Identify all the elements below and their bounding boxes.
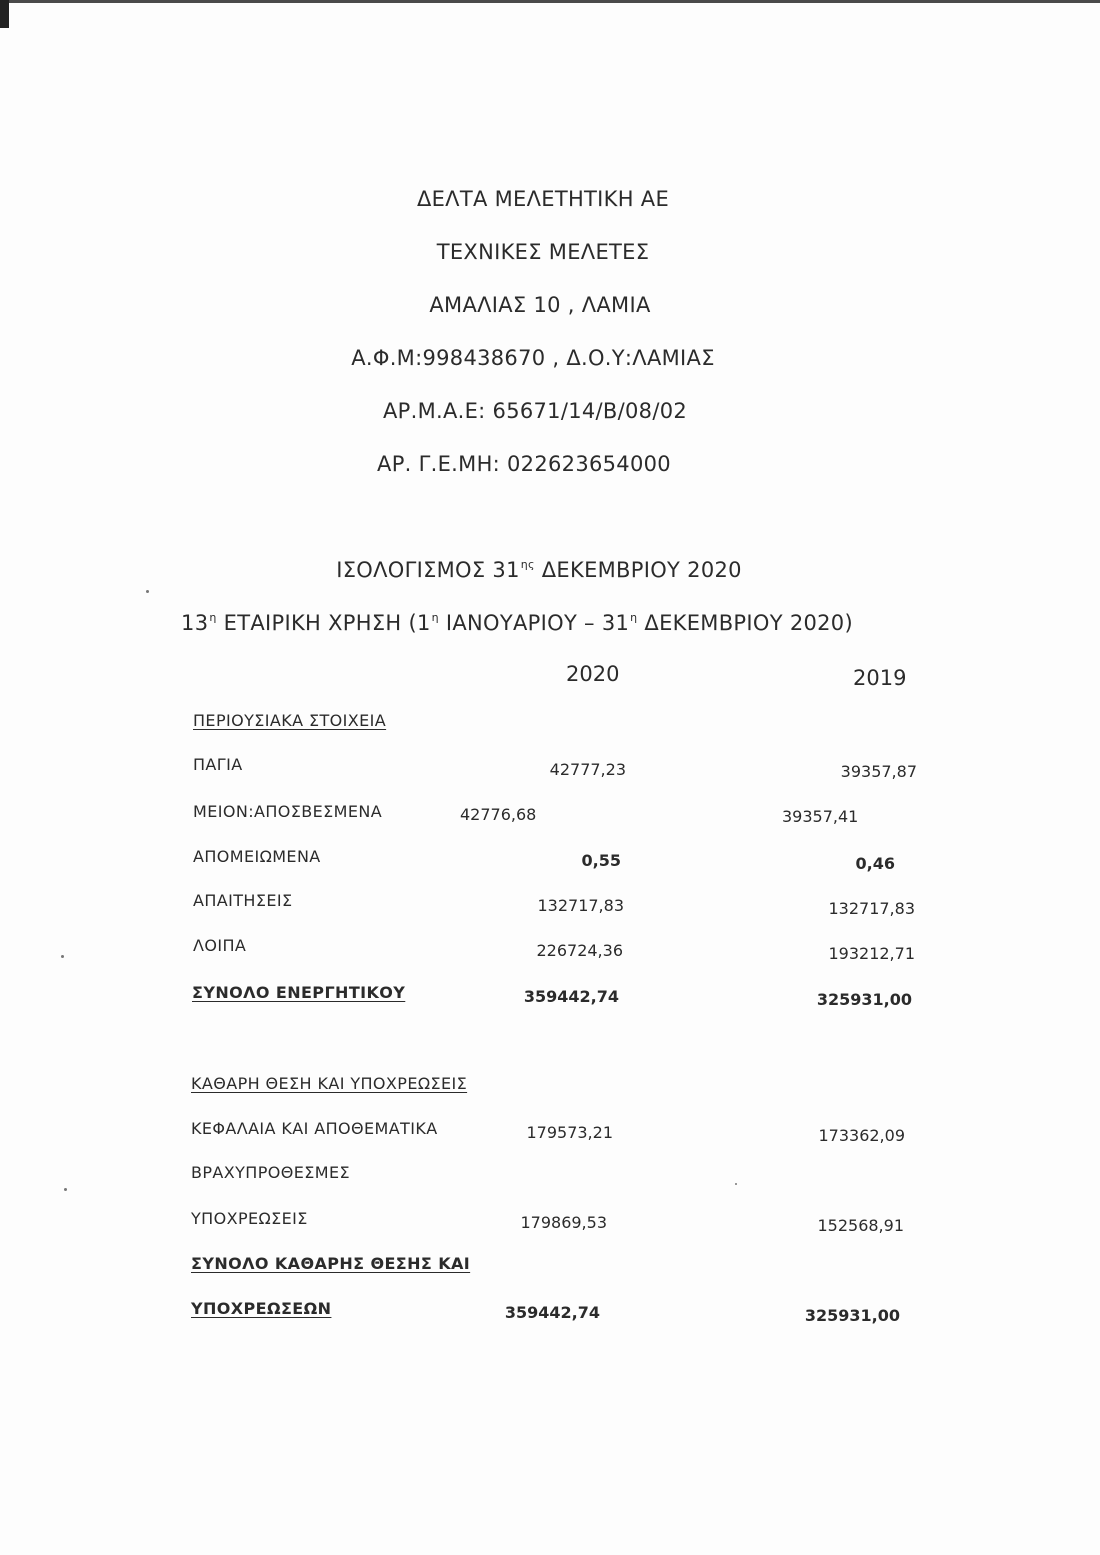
net-fixed-assets-2019: 0,46 bbox=[855, 854, 895, 873]
fiscal-period bbox=[181, 611, 853, 635]
period-text-4: ΔΕΚΕΜΒΡΙΟΥ 2020) bbox=[637, 611, 853, 635]
other-assets-2020: 226724,36 bbox=[536, 941, 623, 960]
short-term-label-line-1: ΒΡΑΧΥΠΡΟΘΕΣΜΕΣ bbox=[191, 1163, 351, 1182]
column-header-2020: 2020 bbox=[566, 662, 620, 686]
total-equity-liabilities-2019: 325931,00 bbox=[804, 1306, 900, 1325]
period-superscript-3: η bbox=[630, 611, 638, 624]
short-term-liabilities-2019: 152568,91 bbox=[817, 1216, 904, 1235]
company-mae-number: ΑΡ.Μ.Α.Ε: 65671/14/Β/08/02 bbox=[382, 399, 688, 423]
total-assets-2019: 325931,00 bbox=[816, 990, 912, 1009]
short-term-liabilities-2020: 179869,53 bbox=[520, 1213, 607, 1232]
depreciation-label: ΜΕΙΟΝ:ΑΠΟΣΒΕΣΜΕΝΑ bbox=[193, 802, 383, 821]
equity-label: ΚΕΦΑΛΑΙΑ ΚΑΙ ΑΠΟΘΕΜΑΤΙΚΑ bbox=[191, 1119, 438, 1138]
depreciation-2020: 42776,68 bbox=[460, 805, 537, 824]
total-equity-liabilities-label-line-1: ΣΥΝΟΛΟ ΚΑΘΑΡΗΣ ΘΕΣΗΣ ΚΑΙ bbox=[191, 1254, 471, 1273]
equity-2019: 173362,09 bbox=[818, 1126, 905, 1145]
scan-speck bbox=[61, 955, 64, 958]
equity-2020: 179573,21 bbox=[526, 1123, 613, 1142]
fixed-assets-label: ΠΑΓΙΑ bbox=[193, 755, 243, 774]
period-text-1: 13 bbox=[181, 611, 209, 635]
scan-speck bbox=[64, 1188, 67, 1191]
period-superscript-2: η bbox=[431, 611, 439, 624]
scan-top-edge bbox=[0, 0, 1100, 3]
total-equity-liabilities-label-line-2: ΥΠΟΧΡΕΩΣΕΩΝ bbox=[191, 1299, 332, 1318]
scan-speck bbox=[735, 1183, 737, 1185]
company-activity: ΤΕΧΝΙΚΕΣ ΜΕΛΕΤΕΣ bbox=[436, 240, 650, 264]
assets-heading: ΠΕΡΙΟΥΣΙΑΚΑ ΣΤΟΙΧΕΙΑ bbox=[193, 711, 387, 730]
column-header-2019: 2019 bbox=[853, 666, 907, 690]
receivables-2020: 132717,83 bbox=[537, 896, 624, 915]
scan-corner-mark bbox=[0, 0, 9, 28]
title-text-2: ΔΕΚΕΜΒΡΙΟΥ 2020 bbox=[534, 558, 742, 582]
company-address: ΑΜΑΛΙΑΣ 10 , ΛΑΜΙΑ bbox=[429, 293, 651, 317]
net-fixed-assets-label: ΑΠΟΜΕΙΩΜΕΝΑ bbox=[193, 847, 321, 866]
scan-speck bbox=[146, 590, 149, 593]
period-superscript-1: η bbox=[209, 611, 217, 624]
period-text-2: ΕΤΑΙΡΙΚΗ ΧΡΗΣΗ (1 bbox=[216, 611, 431, 635]
other-assets-2019: 193212,71 bbox=[828, 944, 915, 963]
company-name: ΔΕΛΤΑ ΜΕΛΕΤΗΤΙΚΗ ΑΕ bbox=[416, 187, 670, 211]
receivables-label: ΑΠΑΙΤΗΣΕΙΣ bbox=[193, 891, 293, 910]
liabilities-heading: ΚΑΘΑΡΗ ΘΕΣΗ ΚΑΙ ΥΠΟΧΡΕΩΣΕΙΣ bbox=[191, 1074, 468, 1093]
total-assets-2020: 359442,74 bbox=[523, 987, 619, 1006]
title-text-1: ΙΣΟΛΟΓΙΣΜΟΣ 31 bbox=[336, 558, 520, 582]
balance-sheet-title bbox=[336, 558, 742, 582]
net-fixed-assets-2020: 0,55 bbox=[581, 851, 621, 870]
company-gemi-number: ΑΡ. Γ.Ε.ΜΗ: 022623654000 bbox=[377, 452, 671, 476]
company-tax-id: Α.Φ.Μ:998438670 , Δ.Ο.Υ:ΛΑΜΙΑΣ bbox=[351, 346, 715, 370]
short-term-label-line-2: ΥΠΟΧΡΕΩΣΕΙΣ bbox=[191, 1209, 308, 1228]
fixed-assets-2019: 39357,87 bbox=[840, 762, 917, 781]
depreciation-2019: 39357,41 bbox=[782, 807, 859, 826]
total-equity-liabilities-2020: 359442,74 bbox=[504, 1303, 600, 1322]
other-assets-label: ΛΟΙΠΑ bbox=[193, 936, 247, 955]
fixed-assets-2020: 42777,23 bbox=[549, 760, 626, 779]
receivables-2019: 132717,83 bbox=[828, 899, 915, 918]
title-superscript: ης bbox=[520, 558, 535, 571]
total-assets-label: ΣΥΝΟΛΟ ΕΝΕΡΓΗΤΙΚΟΥ bbox=[192, 983, 406, 1002]
period-text-3: ΙΑΝΟΥΑΡΙΟΥ – 31 bbox=[438, 611, 630, 635]
